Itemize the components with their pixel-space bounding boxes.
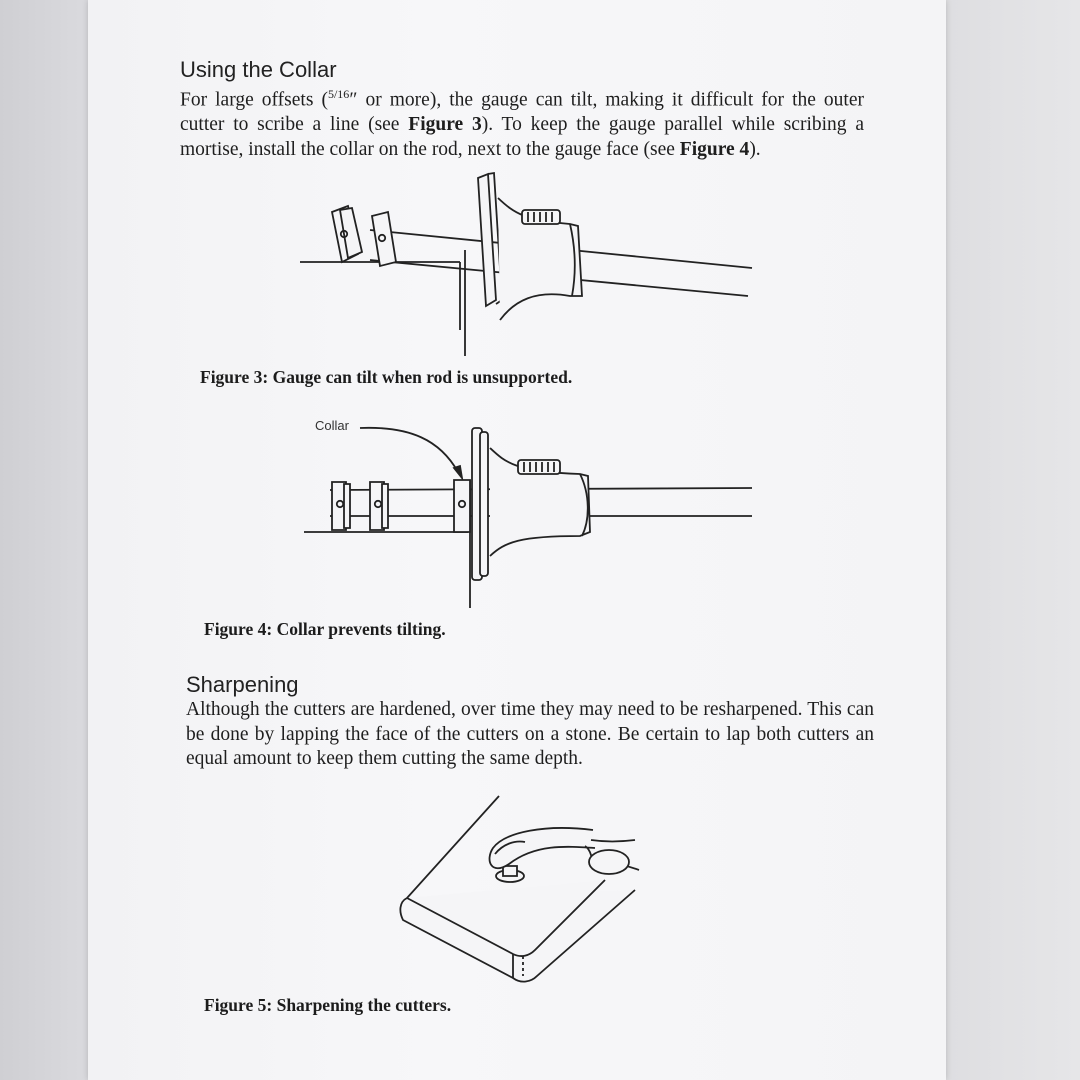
fraction: 5/16 (327, 87, 350, 101)
section-heading-collar: Using the Collar (180, 57, 337, 82)
collar-leader-line (360, 428, 458, 472)
gauge-face (478, 174, 496, 306)
collar-paragraph: For large offsets ($^{5/16}$″ or more), the gauge can tilt, making it difficult for the outer cutter to scribe a line (see Figure 3). To keep the gauge parallel while scribing a mortise, install the collar on the rod, next to the gauge face (see Figure 4). (180, 87, 864, 160)
sharpening-paragraph: Although the cutters are hardened, over time they may need to be resharpened. This can be done by lapping the face of the cutters on a stone. Be certain to lap both cutters an equal amount to keep them cutting the same depth. (186, 699, 874, 769)
figure5-illustration (395, 790, 695, 990)
figure3-caption: Figure 3: Gauge can tilt when rod is unsupported. (200, 367, 573, 387)
stone-edge-back (407, 796, 499, 898)
cutter-inner (372, 212, 396, 266)
collar-arrowhead (454, 466, 462, 478)
figure4-illustration (300, 420, 760, 610)
section-heading-sharpening: Sharpening (186, 672, 299, 697)
figure3-illustration (300, 170, 760, 360)
figure3-reference: Figure 3 (408, 114, 482, 135)
background-left (0, 0, 88, 1080)
collar (454, 480, 470, 532)
figure5-caption: Figure 5: Sharpening the cutters. (204, 995, 452, 1015)
knuckle (589, 850, 629, 874)
finger (490, 828, 595, 868)
background-right (946, 0, 1080, 1080)
figure4-reference: Figure 4 (679, 138, 750, 160)
figure4-caption: Figure 4: Collar prevents tilting. (204, 619, 446, 639)
collar-label: Collar (315, 418, 349, 433)
